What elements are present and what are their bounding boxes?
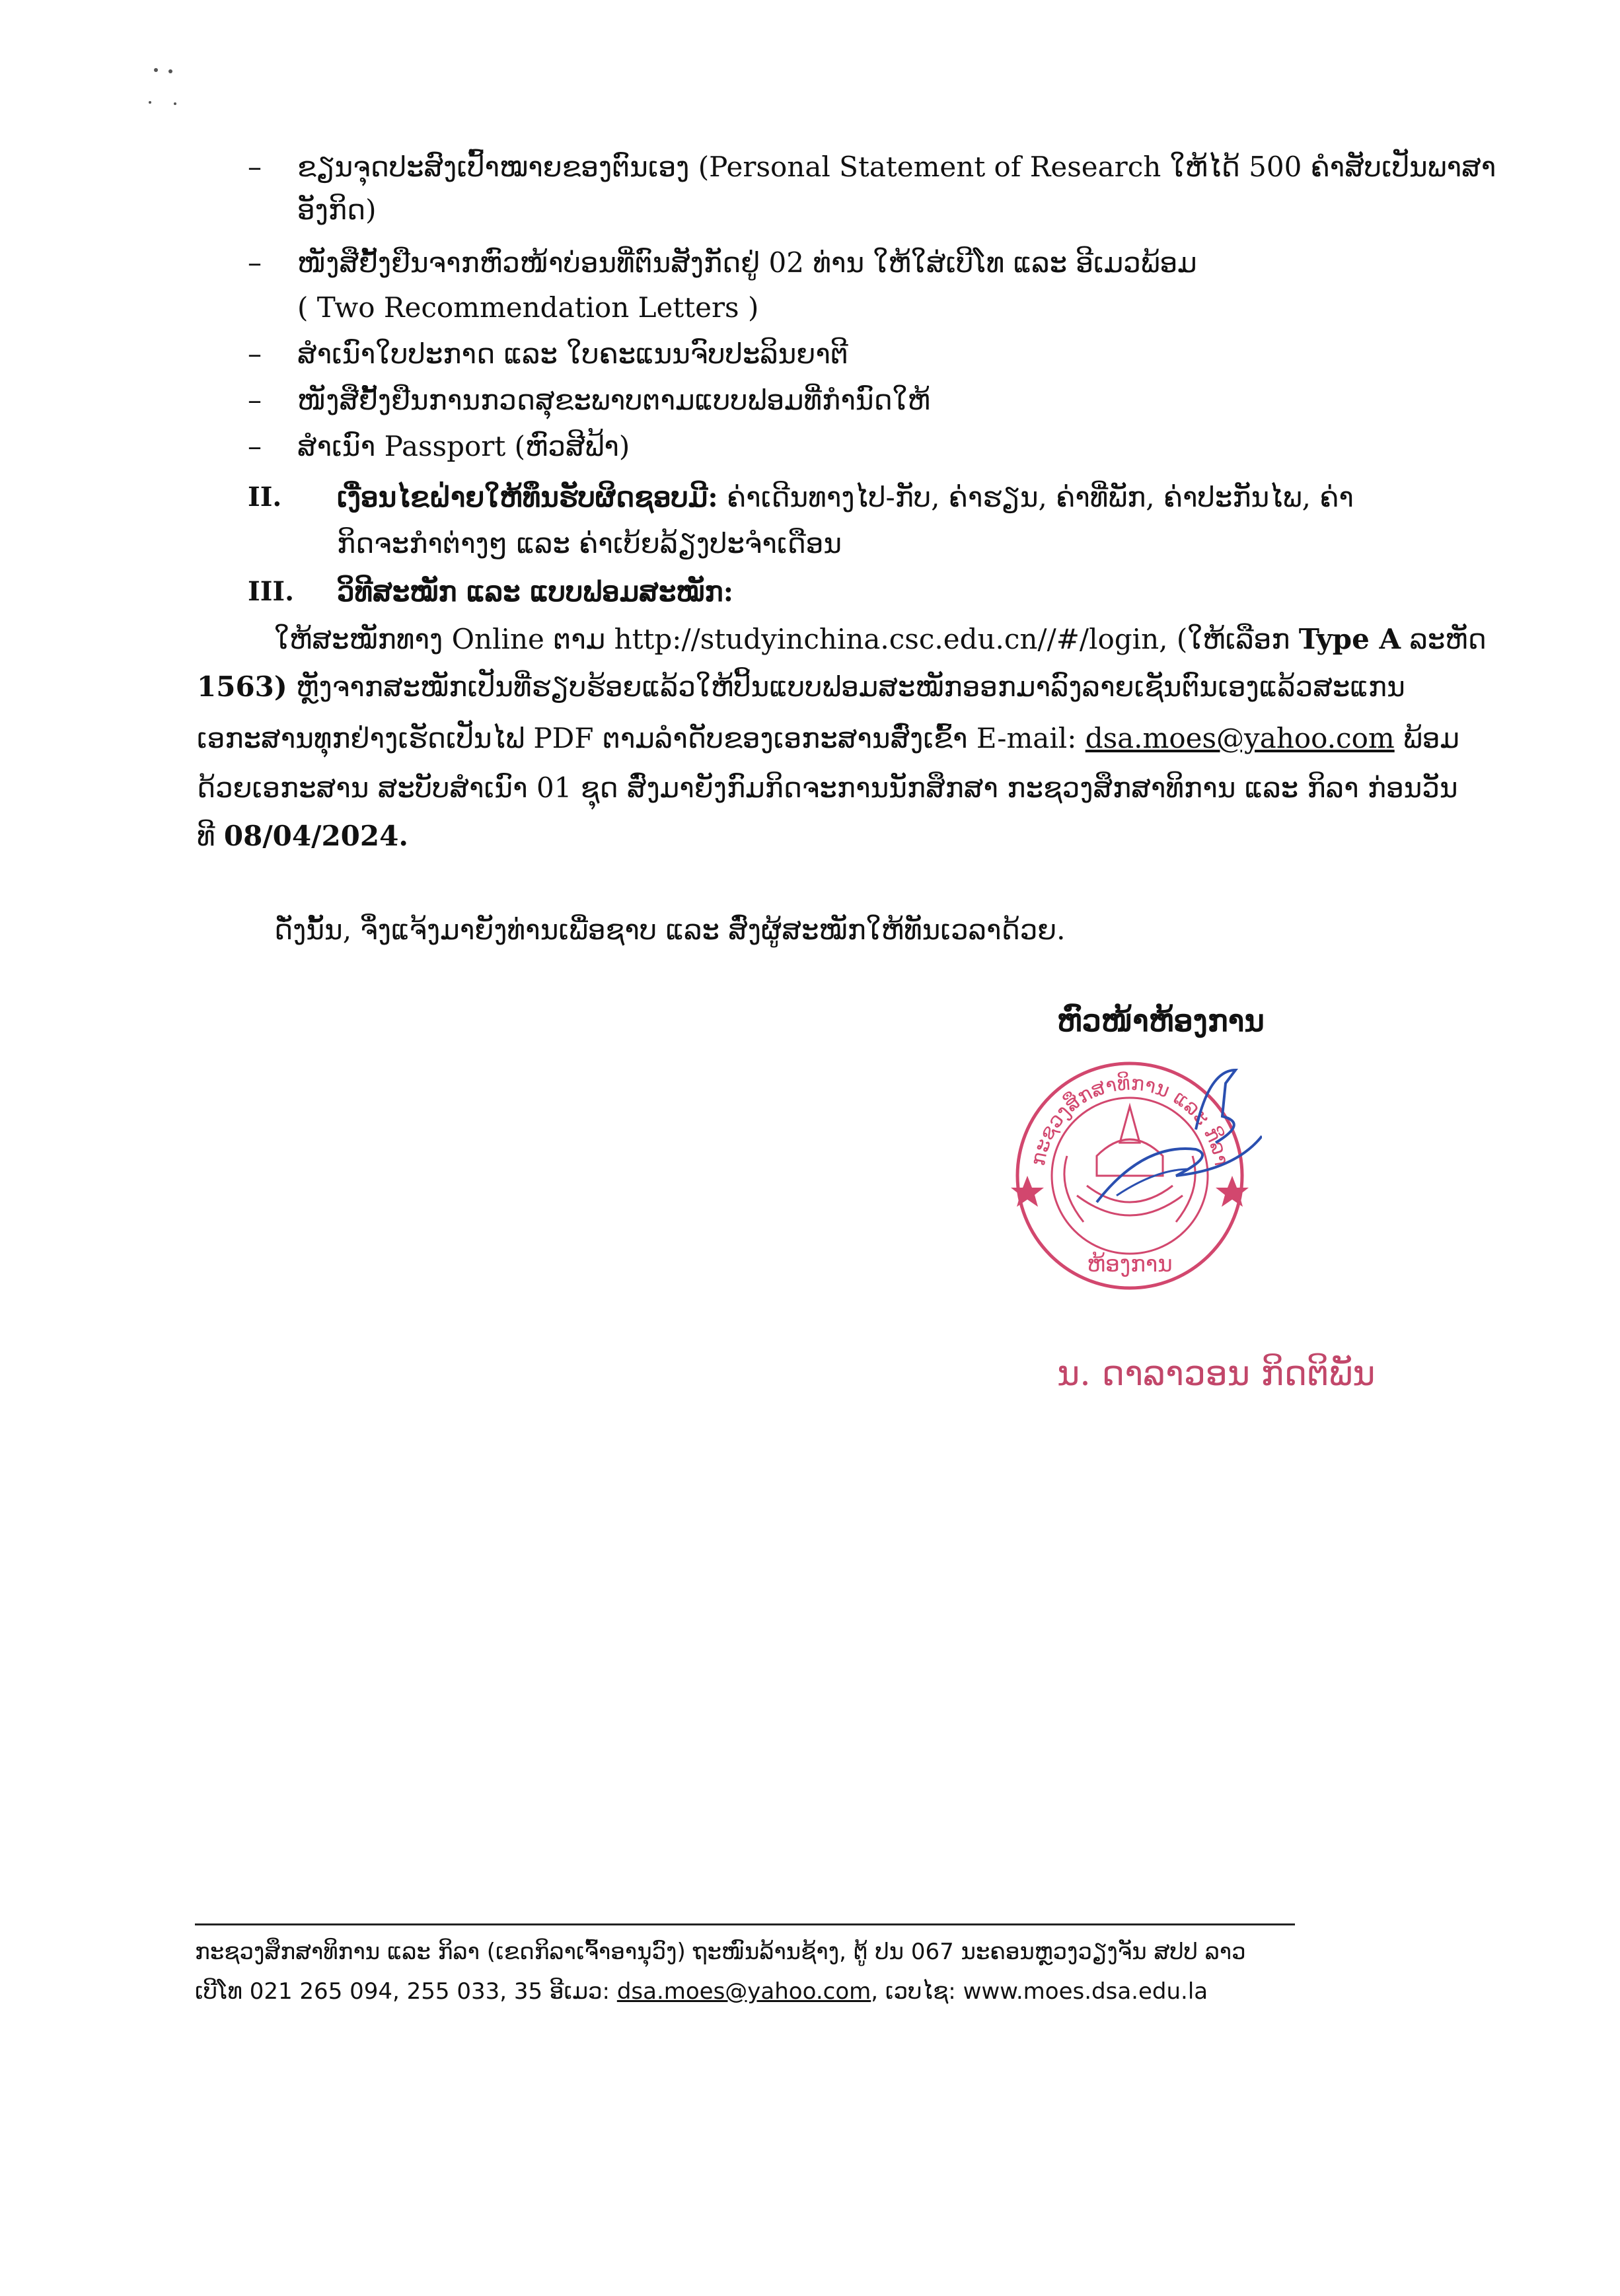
scan-specks <box>149 63 195 116</box>
para-text: ຫຼັງຈາກສະໝັກເປັນທີ່ຮຽບຮ້ອຍແລ້ວໃຫ້ປິ້ນແບບຟອມສະໝັກອອກມາລົງລາຍເຊັນຕົນເອງແລ້ວສະແກນ <box>287 670 1405 703</box>
stamp-text: ກະຊວງສຶກສາທິການ ແລະ ກິລາ <box>1026 1071 1233 1168</box>
section-2-line-2: ກິດຈະກໍາຕ່າງໆ ແລະ ຄ່າເບ້ຍລ້ຽງປະຈໍາເດືອນ <box>337 527 842 559</box>
signature-title: ຫົວໜ້າຫ້ອງການ <box>1057 1003 1265 1038</box>
bullet-1-line-1: ຂຽນຈຸດປະສົງເປົ້າໝາຍຂອງຕົນເອງ (Personal Statement of Research ໃຫ້ໄດ້ 500 ຄໍາສັບເປັນພາສາ <box>297 151 1496 183</box>
para-text: ພ້ອມ <box>1394 722 1459 754</box>
bullet-dash: – <box>248 151 262 183</box>
para-text: ລະຫັດ <box>1401 623 1487 655</box>
bullet-dash: – <box>248 338 262 370</box>
bullet-dash: – <box>248 384 262 416</box>
section-3-heading: ວິທີສະໝັກ ແລະ ແບບຟອມສະໝັກ: <box>337 575 734 608</box>
code-label: 1563) <box>197 670 287 703</box>
section-3-para-line-2 <box>197 668 1405 705</box>
section-2-line-1 <box>337 479 1354 516</box>
bullet-2-line-2: ( Two Recommendation Letters ) <box>297 291 759 324</box>
bullet-3: ສໍາເນົາໃບປະກາດ ແລະ ໃບຄະແນນຈົບປະລິນຍາຕີ <box>297 338 848 370</box>
bullet-dash: – <box>248 430 262 462</box>
signatory-name: ນ. ດາລາວອນ ກິດຕິພັນ <box>1057 1354 1376 1394</box>
bullet-1-line-2: ອັງກິດ) <box>297 194 377 226</box>
section-3-para-line-5 <box>197 818 408 855</box>
para-text: ທີ <box>197 820 224 852</box>
stamp-bottom-text: ຫ້ອງການ <box>1087 1251 1173 1277</box>
footer-address: ກະຊວງສຶກສາທິການ ແລະ ກິລາ (ເຂດກິລາເຈົ້າອານຸວົງ) ຖະໜົນລ້ານຊ້າງ, ຕູ້ ປນ 067 ນະຄອນຫຼວງວຽງຈັນ ສປປ ລາວ <box>195 1939 1246 1965</box>
email-link[interactable]: dsa.moes@yahoo.com <box>1085 722 1395 754</box>
bullet-5: ສໍາເນົາ Passport (ຫົວສີຟ້າ) <box>297 430 630 462</box>
footer-phone: ເບີໂທ 021 265 094, 255 033, 35 ອີເມວ: <box>195 1978 617 2005</box>
para-text: ໃຫ້ສະໝັກທາງ Online ຕາມ http://studyinchina.csc.edu.cn//#/login, (ໃຫ້ເລືອກ <box>274 623 1299 655</box>
bullet-4: ໜັງສືຢັ້ງຢືນການກວດສຸຂະພາບຕາມແບບຟອມທີ່ກໍານົດໃຫ້ <box>297 384 931 416</box>
section-3-para-line-4: ດ້ວຍເອກະສານ ສະບັບສໍາເນົາ 01 ຊຸດ ສົ່ງມາຍັງກົມກິດຈະການນັກສຶກສາ ກະຊວງສຶກສາທິການ ແລະ ກິລາ ກ່ອນວັນ <box>197 771 1458 804</box>
type-label: Type A <box>1298 623 1401 655</box>
section-2-number: II. <box>248 482 282 513</box>
para-text: ເອກະສານທຸກຢ່າງເຮັດເປັນໄຟ PDF ຕາມລໍາດັບຂອງເອກະສານສົ່ງເຂົ້າ E-mail: <box>197 722 1086 754</box>
footer-email-link[interactable]: dsa.moes@yahoo.com <box>616 1978 871 2005</box>
section-3-para-line-1 <box>274 621 1487 658</box>
bullet-dash: – <box>248 246 262 279</box>
footer-website: , ເວບໄຊ: www.moes.dsa.edu.la <box>871 1978 1208 2005</box>
section-2-heading: ເງື່ອນໄຂຝ່າຍໃຫ້ທຶນຮັບຜິດຊອບມີ: <box>337 481 718 513</box>
section-3-number: III. <box>248 576 295 607</box>
bullet-2-line-1: ໜັງສືຢັ້ງຢືນຈາກຫົວໜ້າບ່ອນທີ່ຕົນສັງກັດຢູ່ 02 ທ່ານ ໃຫ້ໃສ່ເບີໂທ ແລະ ອີເມວພ້ອມ <box>297 246 1197 279</box>
section-3-para-line-3 <box>197 720 1459 757</box>
closing-text: ດັ່ງນັ້ນ, ຈຶ່ງແຈ້ງມາຍັງທ່ານເພື່ອຊາບ ແລະ ສົ່ງຜູ້ສະໝັກໃຫ້ທັນເວລາດ້ວຍ. <box>274 914 1066 946</box>
deadline-date: 08/04/2024. <box>223 820 408 852</box>
footer-divider <box>195 1923 1295 1925</box>
section-2-text: ຄ່າເດີນທາງໄປ-ກັບ, ຄ່າຮຽນ, ຄ່າທີ່ພັກ, ຄ່າປະກັນໄພ, ຄ່າ <box>727 481 1354 513</box>
footer-contact <box>195 1975 1208 2008</box>
official-stamp-icon <box>998 1044 1262 1308</box>
